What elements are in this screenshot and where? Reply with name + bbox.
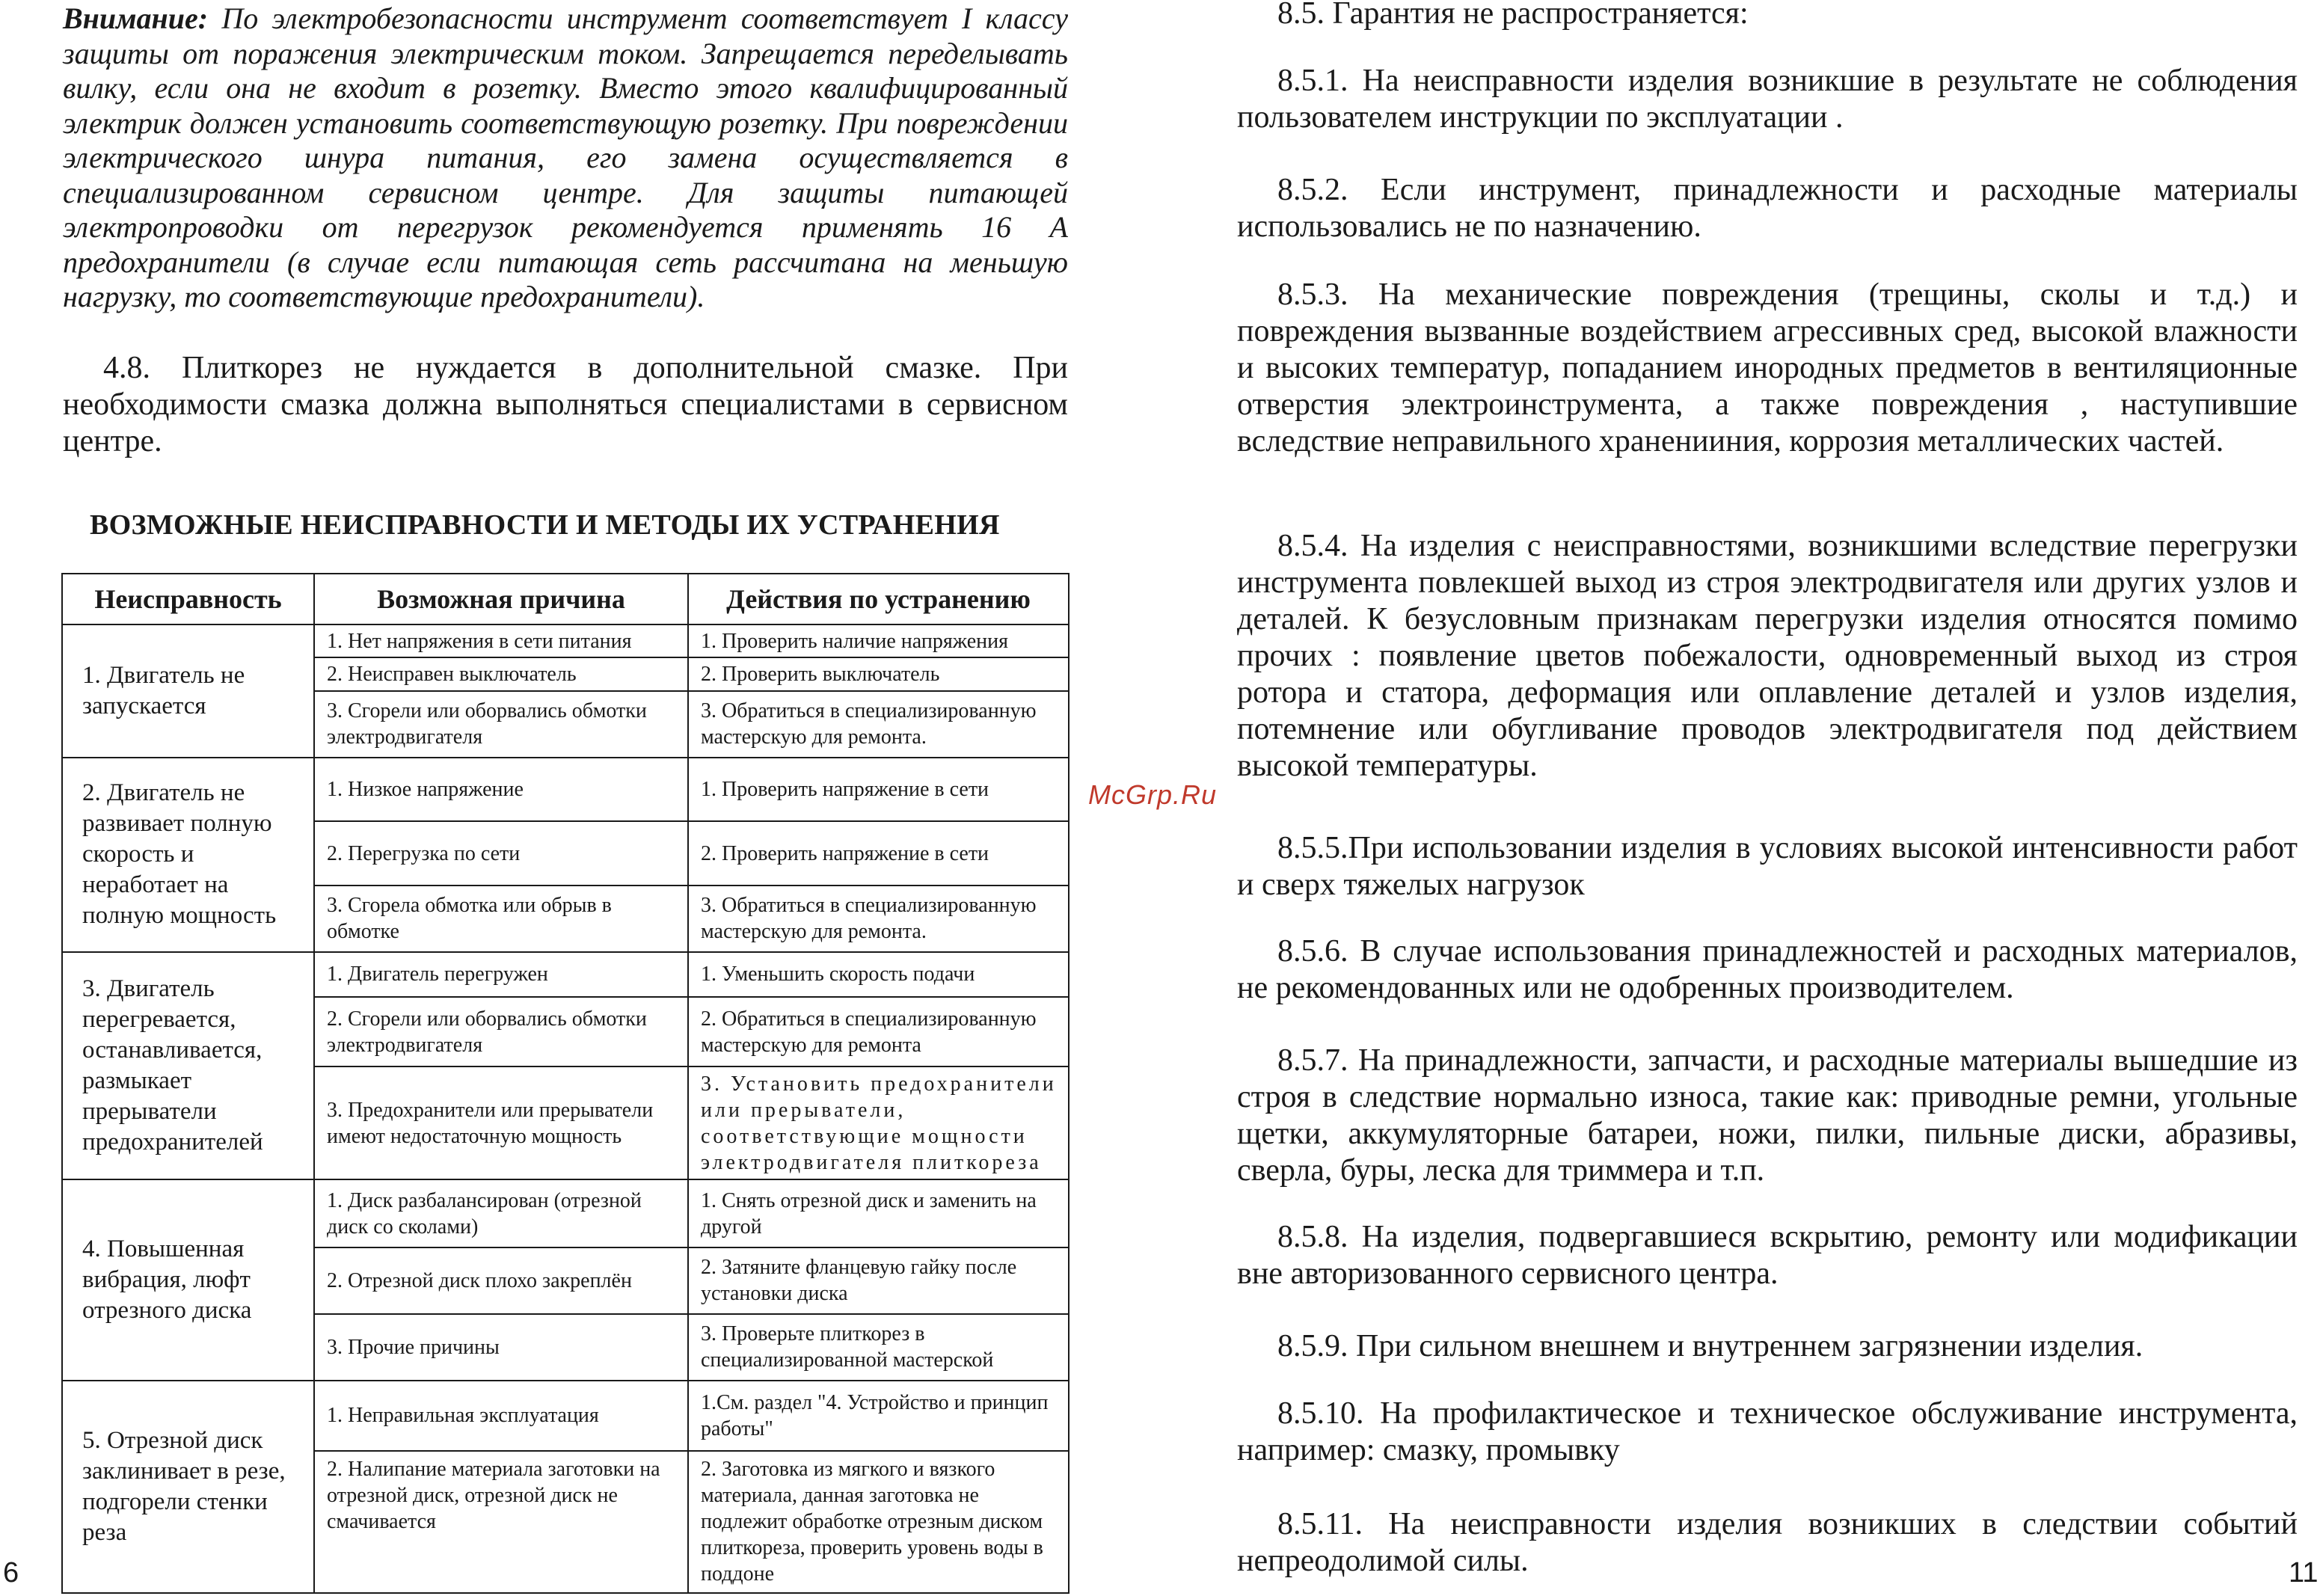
paragraph: 8.5.4. На изделия с неисправностями, возникшими вследствие перегрузки инструмента повлекшей выход из строя электродвигателя или других узлов и деталей. К безусловным признакам перегрузки изделия относятся помимо прочих : появление цветов побежалости, одновременный выход из строя ротора и статора, деформация или оплавление деталей и узлов изделия, потемнение или обугливание проводов электродвигателя под действием высокой температуры. (1237, 529, 2298, 783)
action-cell: 2. Обратиться в специализированную мастерскую для ремонта (688, 997, 1069, 1066)
action-cell: 2. Проверить напряжение в сети (688, 821, 1069, 886)
cause-cell: 2. Налипание материала заготовки на отрезной диск, отрезной диск не смачивается (314, 1451, 688, 1593)
paragraph: 8.5.8. На изделия, подвергавшиеся вскрытию, ремонту или модификации вне авторизованного сервисного центра. (1237, 1220, 2298, 1291)
paragraph: 8.5.2. Если инструмент, принадлежности и расходные материалы использовались не по назначению. (1237, 173, 2298, 244)
fault-cell: 4. Повышенная вибрация, люфт отрезного диска (62, 1179, 314, 1380)
cause-cell: 3. Сгорела обмотка или обрыв в обмотке (314, 886, 688, 952)
cause-cell: 1. Двигатель перегружен (314, 952, 688, 998)
action-cell: 2. Заготовка из мягкого и вязкого материала, данная заготовка не подлежит обработке отрезным диском плиткореза, проверить уровень воды в поддоне (688, 1451, 1069, 1593)
cause-cell: 3. Сгорели или оборвались обмотки электродвигателя (314, 691, 688, 758)
column-header: Неисправность (62, 574, 314, 624)
paragraph: 8.5.1. На неисправности изделия возникшие в результате не соблюдения пользователем инструкции по эксплуатации . (1237, 64, 2298, 135)
action-cell: 3. Обратиться в специализированную мастерскую для ремонта. (688, 886, 1069, 952)
paragraph: 8.5.10. На профилактическое и техническое обслуживание инструмента, например: смазку, промывку (1237, 1396, 2298, 1467)
cause-cell: 2. Неисправен выключатель (314, 657, 688, 690)
cause-cell: 2. Отрезной диск плохо закреплён (314, 1247, 688, 1314)
paragraph: 8.5.9. При сильном внешнем и внутреннем загрязнении изделия. (1277, 1329, 2143, 1363)
paragraph: 8.5.6. В случае использования принадлежностей и расходных материалов, не рекомендованных или не одобренных производителем. (1237, 934, 2298, 1005)
action-cell: 3. Установить предохранители или прерыватели, соответствующие мощности электродвигателя плиткореза (688, 1066, 1069, 1179)
fault-cell: 3. Двигатель перегревается, останавливается, размыкает прерыватели предохранителей (62, 952, 314, 1180)
paragraph-4-8: 4.8. Плиткорез не нуждается в дополнительной смазке. При необходимости смазка должна выполняться специалистами в сервисном центре. (63, 351, 1068, 458)
cause-cell: 3. Предохранители или прерыватели имеют недостаточную мощность (314, 1066, 688, 1179)
paragraph: 8.5.11. На неисправности изделия возникших в следствии событий непреодолимой силы. (1237, 1507, 2298, 1578)
fault-cell: 1. Двигатель не запускается (62, 624, 314, 758)
right-page (1182, 0, 2320, 1596)
paragraph: 8.5.5.При использовании изделия в условиях высокой интенсивности работ и сверх тяжелых нагрузок (1237, 831, 2298, 902)
warning-text: По электробезопасности инструмент соответствует I классу защиты от поражения электрическим током. Запрещается переделывать вилку, если она не входит в розетку. Вместо этого квалифицированный электрик должен установить соответствующую розетку. При повреждении электрического шнура питания, его замена осуществляется в специализированном сервисном центре. Для защиты питающей электропроводки от перегрузок рекомендуется применять 16 А предохранители (в случае если питающая сеть рассчитана на меньшую нагрузку, то соответствующие предохранители). (63, 1, 1069, 313)
cause-cell: 1. Нет напряжения в сети питания (314, 624, 688, 657)
table-row (62, 1179, 1069, 1247)
cause-cell: 1. Неправильная эксплуатация (314, 1381, 688, 1452)
action-cell: 1. Снять отрезной диск и заменить на другой (688, 1179, 1069, 1247)
table-row (62, 1381, 1069, 1452)
action-cell: 1. Уменьшить скорость подачи (688, 952, 1069, 998)
paragraph: 8.5.3. На механические повреждения (трещины, сколы и т.д.) и повреждения вызванные воздействием агрессивных сред, высокой влажности и высоких температур, попаданием инородных предметов в вентиляционные отверстия электроинструмента, а также повреждения , наступившие вследствие неправильного храненииния, коррозия металлических частей. (1237, 277, 2298, 458)
watermark: McGrp.Ru (1088, 779, 1218, 810)
cause-cell: 3. Прочие причины (314, 1314, 688, 1381)
left-page (0, 0, 1144, 1596)
action-cell: 1. Проверить напряжение в сети (688, 758, 1069, 822)
page-number-right: 11 (2289, 1557, 2319, 1589)
troubleshooting-table (61, 573, 1070, 1594)
action-cell: 3. Обратиться в специализированную мастерскую для ремонта. (688, 691, 1069, 758)
cause-cell: 2. Перегрузка по сети (314, 821, 688, 886)
cause-cell: 2. Сгорели или оборвались обмотки электродвигателя (314, 997, 688, 1066)
table-row (62, 758, 1069, 822)
column-header: Действия по устранению (688, 574, 1069, 624)
table-row (62, 952, 1069, 998)
column-header: Возможная причина (314, 574, 688, 624)
section-title: ВОЗМОЖНЫЕ НЕИСПРАВНОСТИ И МЕТОДЫ ИХ УСТРАНЕНИЯ (90, 509, 1000, 541)
fault-cell: 2. Двигатель не развивает полную скорость и неработает на полную мощность (62, 758, 314, 952)
action-cell: 2. Проверить выключатель (688, 657, 1069, 690)
action-cell: 1.См. раздел "4. Устройство и принцип работы" (688, 1381, 1069, 1452)
paragraph: 8.5.7. На принадлежности, запчасти, и расходные материалы вышедшие из строя в следствие нормально износа, такие как: приводные ремни, угольные щетки, аккумуляторные батареи, ножи, пилки, пильные диски, абразивы, сверла, буры, леска для триммера и т.п. (1237, 1043, 2298, 1188)
action-cell: 2. Затяните фланцевую гайку после установки диска (688, 1247, 1069, 1314)
action-cell: 3. Проверьте плиткорез в специализированной мастерской (688, 1314, 1069, 1381)
paragraph: 8.5. Гарантия не распространяется: (1277, 0, 1749, 31)
cause-cell: 1. Низкое напряжение (314, 758, 688, 822)
action-cell: 1. Проверить наличие напряжения (688, 624, 1069, 657)
cause-cell: 1. Диск разбалансирован (отрезной диск со сколами) (314, 1179, 688, 1247)
warning-label: Внимание: (63, 1, 209, 35)
page-number-left: 6 (3, 1557, 19, 1589)
fault-cell: 5. Отрезной диск заклинивает в резе, подгорели стенки реза (62, 1381, 314, 1593)
table-row (62, 624, 1069, 657)
table-header-row (62, 574, 1069, 624)
safety-warning (63, 1, 1068, 315)
